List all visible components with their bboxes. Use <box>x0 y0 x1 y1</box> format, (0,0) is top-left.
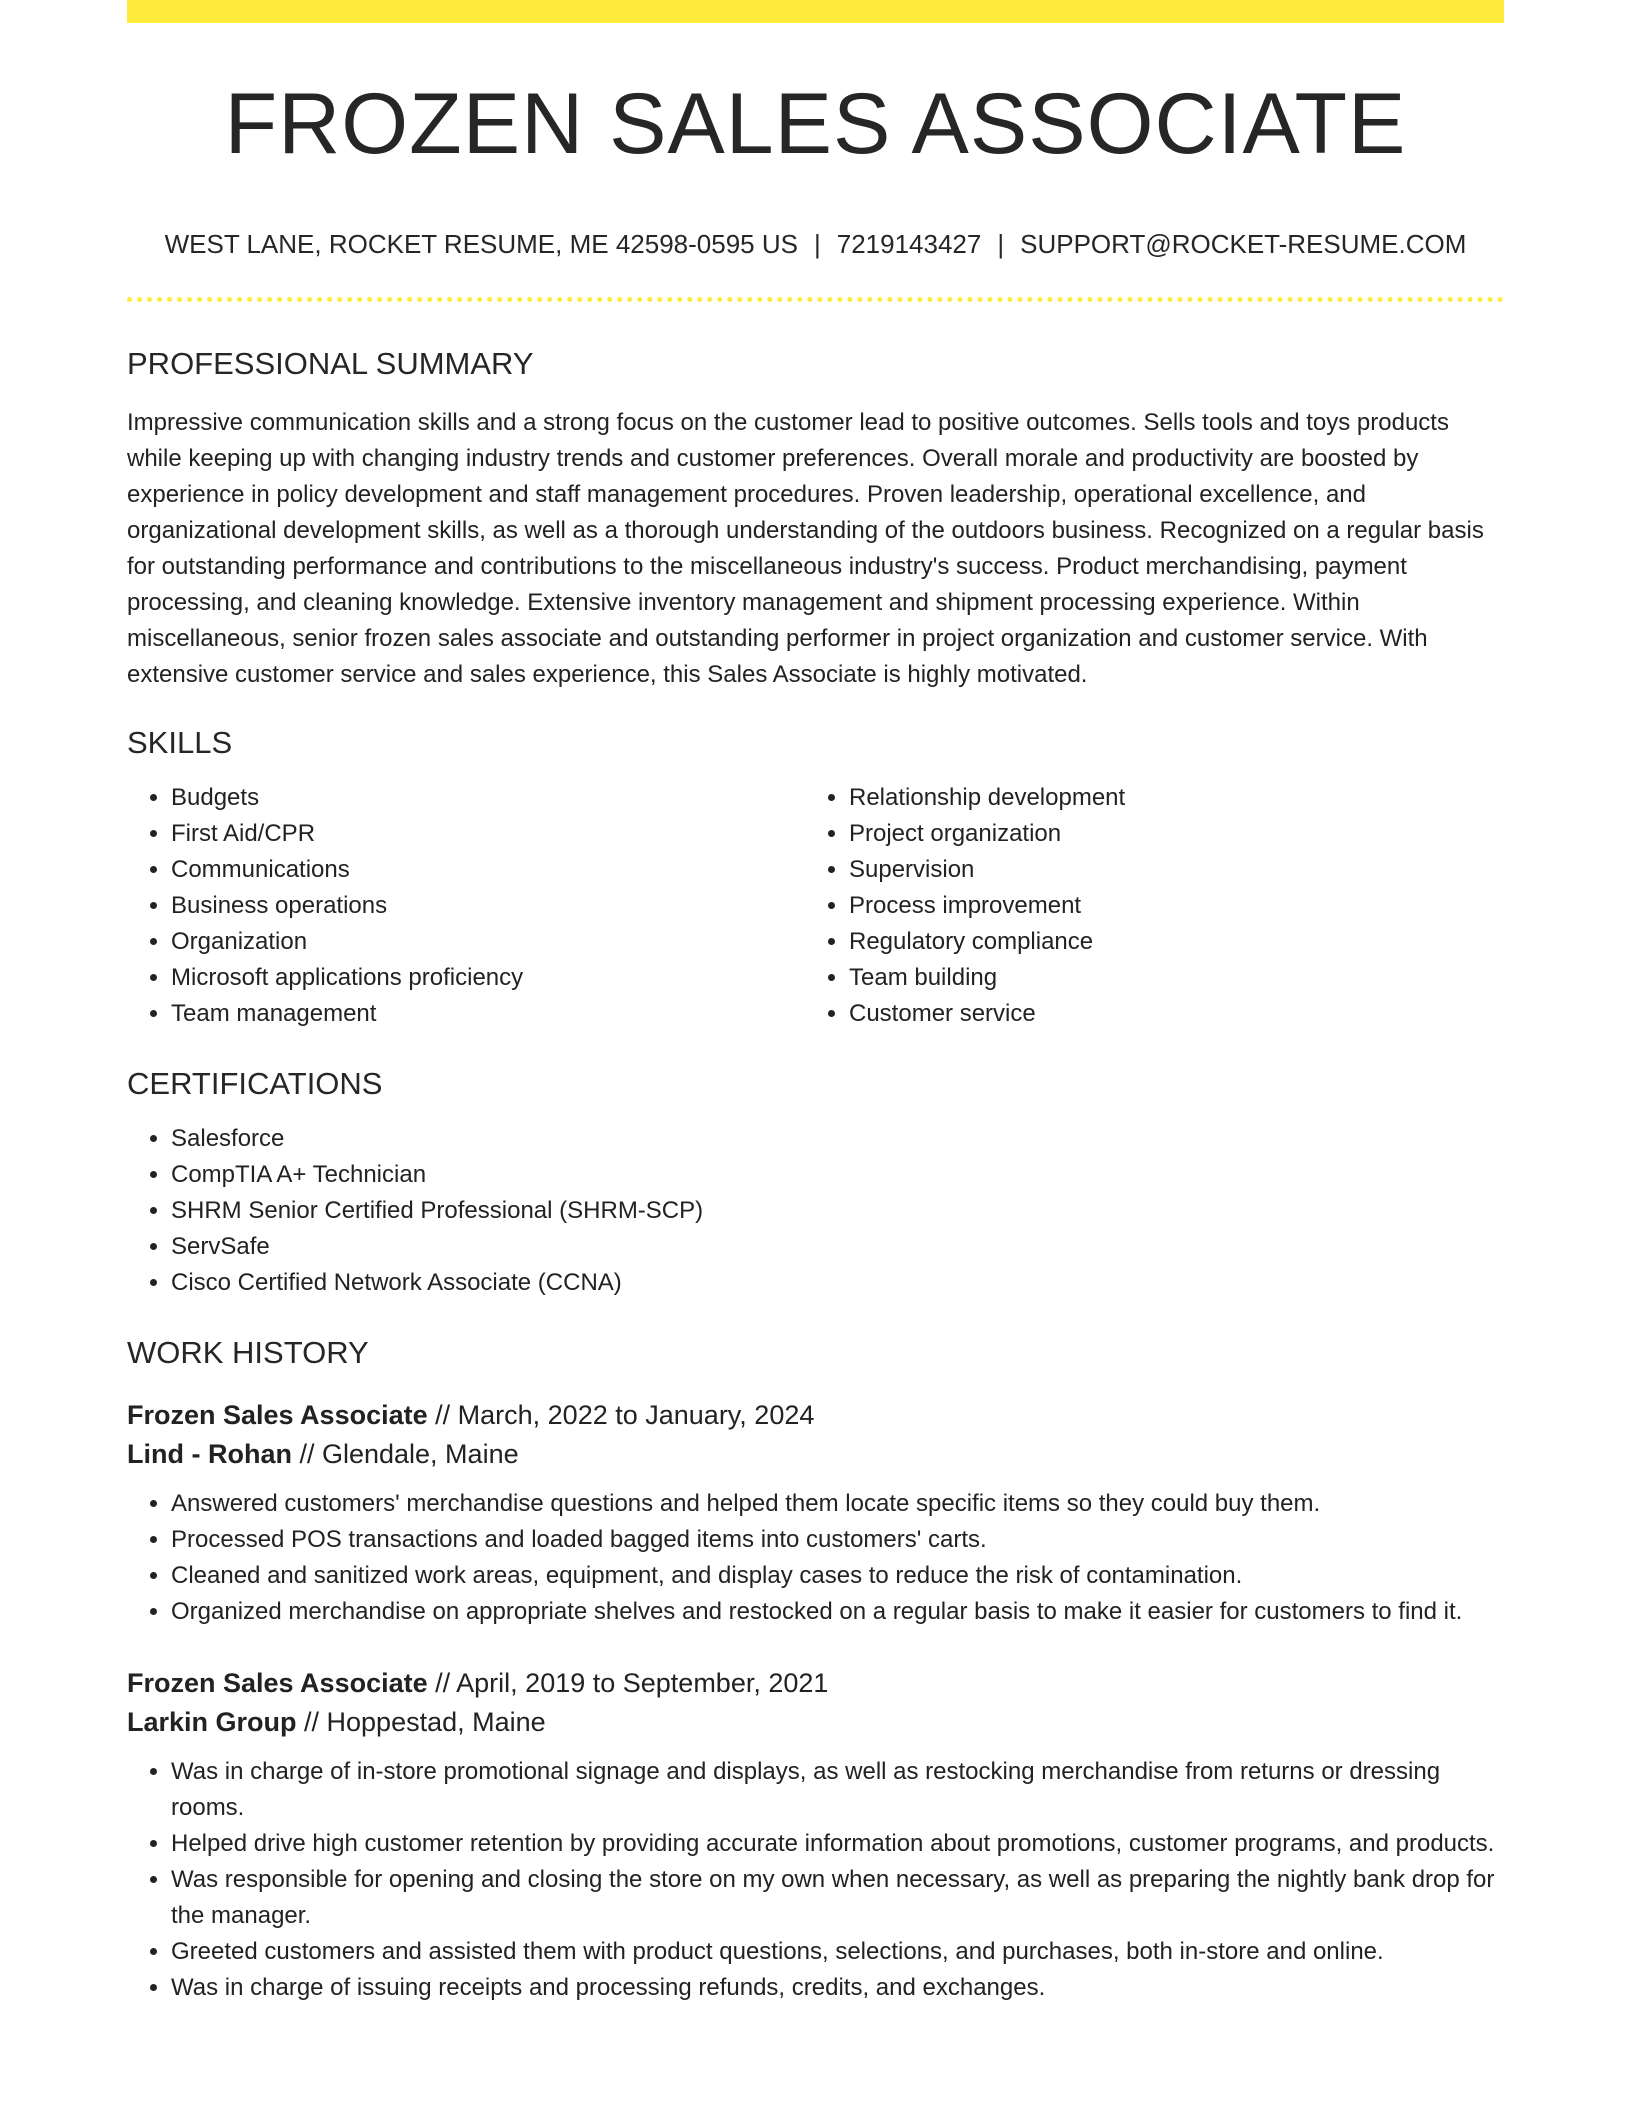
job-bullet: • Was in charge of issuing receipts and processing refunds, credits, and exchanges. <box>171 1970 1504 2006</box>
skill-item: • Business operations <box>171 888 805 924</box>
skills-section <box>127 727 1504 1032</box>
job-entry <box>127 1396 1504 1630</box>
job-bullet: • Processed POS transactions and loaded bagged items into customers' carts. <box>171 1522 1504 1558</box>
summary-section <box>127 348 1504 693</box>
job-bullet: • Was responsible for opening and closing the store on my own when necessary, as well as preparing the nightly bank drop for the manager. <box>171 1862 1504 1934</box>
job-bullet: • Organized merchandise on appropriate shelves and restocked on a regular basis to make it easier for customers to find it. <box>171 1594 1504 1630</box>
contact-email: SUPPORT@ROCKET-RESUME.COM <box>1020 229 1467 259</box>
section-heading-summary: PROFESSIONAL SUMMARY <box>127 346 534 381</box>
section-heading-skills: SKILLS <box>127 725 233 760</box>
job-role: Frozen Sales Associate <box>127 1400 428 1430</box>
contact-separator: | <box>813 229 821 259</box>
summary-text: Impressive communication skills and a strong focus on the customer lead to positive outcomes. Sells tools and toys products while keeping up with changing industry trends and customer preferences. Overall morale and productivity are boosted by experience in policy development and staff management procedures. Proven leadership, operational excellence, and organizational development skills, as well as a thorough understanding of the outdoors business. Recognized on a regular basis for outstanding performance and contributions to the miscellaneous industry's success. Product merchandising, payment processing, and cleaning knowledge. Extensive inventory management and shipment processing experience. Within miscellaneous, senior frozen sales associate and outstanding performer in project organization and customer service. With extensive customer service and sales experience, this Sales Associate is highly motivated. <box>127 409 1484 688</box>
certification-item: • Salesforce <box>171 1121 1504 1157</box>
skills-list-left <box>127 780 805 1032</box>
section-heading-work-history: WORK HISTORY <box>127 1335 369 1370</box>
skill-item: • Communications <box>171 852 805 888</box>
job-entry <box>127 1664 1504 2006</box>
skill-item: • Supervision <box>849 852 1504 888</box>
certifications-section <box>127 1068 1504 1301</box>
section-heading-certifications: CERTIFICATIONS <box>127 1066 383 1101</box>
skill-item: • Project organization <box>849 816 1504 852</box>
job-bullet-list <box>127 1486 1504 1630</box>
job-bullet: • Cleaned and sanitized work areas, equipment, and display cases to reduce the risk of contamination. <box>171 1558 1504 1594</box>
certification-item: • CompTIA A+ Technician <box>171 1157 1504 1193</box>
work-history-section <box>127 1337 1504 2006</box>
job-location: // Hoppestad, Maine <box>296 1707 546 1737</box>
job-dates: // March, 2022 to January, 2024 <box>427 1400 815 1430</box>
job-company-line <box>127 1703 1504 1742</box>
skill-item: • First Aid/CPR <box>171 816 805 852</box>
job-bullet: • Answered customers' merchandise questions and helped them locate specific items so they could buy them. <box>171 1486 1504 1522</box>
job-role: Frozen Sales Associate <box>127 1668 428 1698</box>
skill-item: • Relationship development <box>849 780 1504 816</box>
skill-item: • Process improvement <box>849 888 1504 924</box>
certifications-list <box>127 1121 1504 1301</box>
job-company: Lind - Rohan <box>127 1439 292 1469</box>
skill-item: • Regulatory compliance <box>849 924 1504 960</box>
skill-item: • Team building <box>849 960 1504 996</box>
job-bullet: • Helped drive high customer retention by providing accurate information about promotions, customer programs, and products. <box>171 1826 1504 1862</box>
job-bullet: • Greeted customers and assisted them with product questions, selections, and purchases, both in-store and online. <box>171 1934 1504 1970</box>
skill-item: • Budgets <box>171 780 805 816</box>
skill-item: • Team management <box>171 996 805 1032</box>
contact-separator: | <box>997 229 1005 259</box>
candidate-name: FROZEN SALES ASSOCIATE <box>224 76 1407 172</box>
job-company: Larkin Group <box>127 1707 297 1737</box>
certification-item: • ServSafe <box>171 1229 1504 1265</box>
contact-line <box>127 231 1504 257</box>
resume-page <box>127 0 1504 2006</box>
skills-grid <box>127 780 1504 1032</box>
job-company-line <box>127 1435 1504 1474</box>
certification-item: • Cisco Certified Network Associate (CCNA) <box>171 1265 1504 1301</box>
contact-phone: 7219143427 <box>836 229 982 259</box>
skill-item: • Organization <box>171 924 805 960</box>
skill-item: • Customer service <box>849 996 1504 1032</box>
job-title-line <box>127 1396 1504 1435</box>
job-title-line <box>127 1664 1504 1703</box>
job-bullet: • Was in charge of in-store promotional signage and displays, as well as restocking merchandise from returns or dressing rooms. <box>171 1754 1504 1826</box>
certification-item: • SHRM Senior Certified Professional (SHRM-SCP) <box>171 1193 1504 1229</box>
job-bullet-list <box>127 1754 1504 2006</box>
job-dates: // April, 2019 to September, 2021 <box>427 1668 829 1698</box>
skill-item: • Microsoft applications proficiency <box>171 960 805 996</box>
top-accent-bar <box>127 0 1504 23</box>
skills-list-right <box>805 780 1504 1032</box>
job-location: // Glendale, Maine <box>291 1439 519 1469</box>
dotted-divider <box>127 297 1504 302</box>
contact-address: WEST LANE, ROCKET RESUME, ME 42598-0595 US <box>164 229 798 259</box>
